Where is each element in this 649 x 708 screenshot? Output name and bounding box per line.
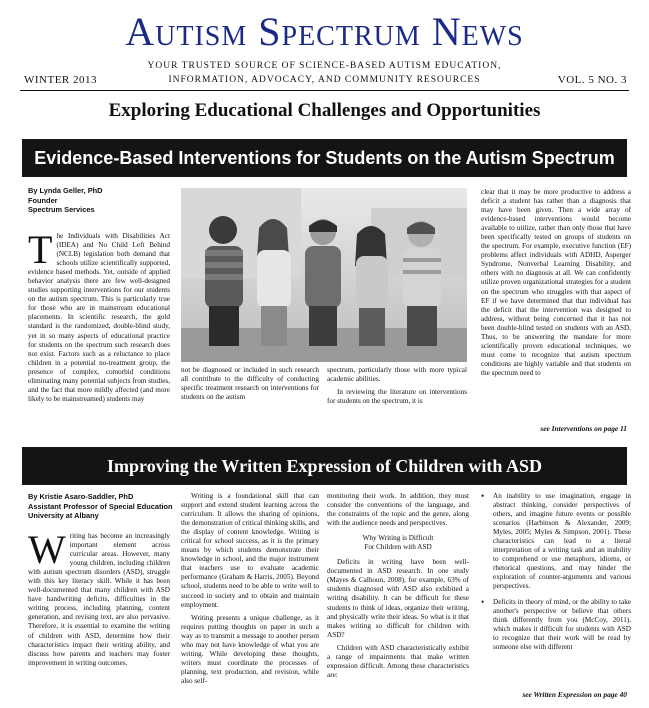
- article-1-text-4: clear that it may be more productive to address a deficit a student has rather than a diagnosis that may have been given. Then a wide array of evidence-based interventions would become available to utilize, rather than only those that have been specifically tested on groups of students on the spectrum. For example, executive function (EF) problems affect individuals with ADHD, Asperger Syndrome, Nonverbal Learning Disability, and others with no diagnosis at all. We can confidently utilize proven organizational strategies for a student on the spectrum who struggles with that aspect of EF if we have determined that that individual has the deficit that the intervention was designed to address, without being concerned that it has not been double-blind tested on students with an ASD. Thus, to be answering the mandate for more scientifically proven educational techniques, we must come to recognize that autism spectrum conditions are highly variable and that students on the spectrum need to: [481, 188, 631, 377]
- article-2-headline[interactable]: Improving the Written Expression of Children with ASD: [22, 447, 627, 485]
- article-2-text-3b: Deficits in writing have been well-documented in ASD research. In one study (Mayes & Calhoun, 2008), for example, 63% of students diagnosed with ASD also exhibited a writing disability. It can be difficult for these students to think of ideas, organize their writing, and physically write their ideas. So what is it that makes writing so difficult for children with ASD?: [327, 558, 469, 639]
- publication-title: Autism Spectrum News: [125, 9, 524, 54]
- article-1-byline: [28, 186, 168, 215]
- tagline-line-1: YOUR TRUSTED SOURCE OF SCIENCE-BASED AUTISM EDUCATION,: [147, 61, 502, 71]
- byline-affiliation: University at Albany: [28, 511, 99, 520]
- issue-date: WINTER 2013: [24, 74, 98, 86]
- article-1-continued[interactable]: see Interventions on page 11: [540, 424, 627, 433]
- byline-role: Assistant Professor of Special Education: [28, 501, 173, 511]
- subhead-line-2: For Children with ASD: [364, 543, 432, 552]
- article-2-byline: [28, 492, 178, 521]
- article-2-text-2b: Writing presents a unique challenge, as it requires putting thoughts on paper in such a way as to transmit a message to another person who may not have knowledge of what you are writing. While developing these thoughts, writers must coordinate the processes of planning, text production, and revision, while also self-: [181, 613, 319, 685]
- byline-affiliation: Spectrum Services: [28, 205, 95, 214]
- article-2-text-3a: monitoring their work. In addition, they must consider the conventions of the language, and the constraints of the topic and the genre, along with the audience needs and perspectives.: [327, 492, 469, 528]
- article-1-text-1: he Individuals with Disabilities Act (IDEA) and No Child Left Behind (NCLB) legislation both demand that schools utilize scientifically supported, evidence based methods. Yet, outside of applied behavior analysis there are few well-designed studies supporting interventions for our students on the autism spectrum. This is particularly true for those who are in mainstream educational placements. In scientific research, the gold standard is the randomized, double-blind study, yet in so many aspects of educational practice for students on the spectrum such research does not exist. Factors such as a reluctance to place children in a potential no-treatment group, the presence of complex, comorbid conditions eliminating many potential subjects from studies, and the fact that more mildly affected (and more likely to be mainstreamed) students may: [28, 232, 170, 403]
- subhead: [327, 534, 469, 552]
- article-1-headline[interactable]: Evidence-Based Interventions for Students on the Autism Spectrum: [22, 139, 627, 177]
- article-1-text-2: not be diagnosed or included in such research all contribute to the difficulty of conducting specific treatment research on interventions for students on the autism: [181, 366, 319, 402]
- volume-number: VOL. 5 NO. 3: [557, 74, 627, 86]
- article-1-text-3b: In reviewing the literature on interventions for students on the spectrum, it is: [327, 388, 467, 406]
- article-1-column-2: [181, 366, 319, 402]
- list-item: • An inability to use imagination, engage in abstract thinking, consider perspectives of others, and imagine future events or possible scenarios (Harbinson & Alexander, 2009; Myles, 2005; Myles & Simpson, 2001). These characteristics can lead to a literal interpretation of a writing task and an inability to comprehend or use metaphors, idioms, or rhetorical questions, and may hinder the exploration of counter-arguments and various perspectives.: [481, 492, 631, 592]
- child-figure: [355, 226, 388, 346]
- drop-cap: T: [28, 227, 53, 272]
- article-1-column-1: [28, 227, 170, 442]
- subhead-line-1: Why Writing is Difficult: [362, 534, 434, 543]
- article-2-text-3c: Children with ASD characteristically exhibit a range of impairments that make written expression difficult. Among these characteristics are:: [327, 643, 469, 679]
- section-title: Exploring Educational Challenges and Opportunities: [108, 100, 541, 121]
- tagline-line-2: INFORMATION, ADVOCACY, AND COMMUNITY RESOURCES: [168, 75, 481, 85]
- byline-author: By Lynda Geller, PhD: [28, 186, 103, 195]
- article-2-bullet-list: [481, 492, 631, 658]
- article-2-text-1: riting has become an increasingly important element across curricular areas. However, many young children, including children with autism spectrum disorders (ASD), struggle with this key literacy skill. While it has been well-documented that many children with ASD have handwriting deficits, difficulties in the writing process, including planning, content generation, and revising text, are also pervasive. Therefore, it is essential to examine the writing of children with ASD, determine how their characteristics impact their writing ability, and discuss how parents and teachers may foster improvement in writing outcomes.: [28, 532, 170, 667]
- drop-cap: W: [28, 527, 66, 572]
- children-photo: [181, 188, 467, 362]
- article-2-text-2a: Writing is a foundational skill that can support and extend student learning across the curriculum. It allows the sharing of opinions, the demonstration of critical thinking skills, and the display of content knowledge. Writing is critical for school success, as it is the primary means by which students demonstrate their knowledge in school, and the major instrument that teachers use to evaluate academic performance (Graham & Harris, 2005). Beyond school, students need to be able to write well to succeed in society and to obtain and maintain employment.: [181, 492, 319, 609]
- list-item: • Deficits in theory of mind, or the ability to take another's perspective or believe that others think differently from you (McCoy, 2011), which makes it difficult for students with ASD to recognize that their work will be read by someone else with different: [481, 598, 631, 652]
- byline-author: By Kristie Asaro-Saddler, PhD: [28, 492, 134, 501]
- child-figure: [257, 219, 291, 346]
- article-1-column-3: [327, 366, 467, 406]
- masthead-divider: [20, 90, 629, 91]
- article-1-text-3: spectrum, particularly those with more typical academic abilities.: [327, 366, 467, 384]
- article-2-continued[interactable]: see Written Expression on page 40: [522, 690, 627, 699]
- article-1-column-4: [481, 188, 631, 378]
- article-2-column-3: [327, 492, 469, 680]
- article-2-column-1: [28, 527, 170, 668]
- byline-role: Founder: [28, 195, 58, 205]
- article-2-column-2: [181, 492, 319, 686]
